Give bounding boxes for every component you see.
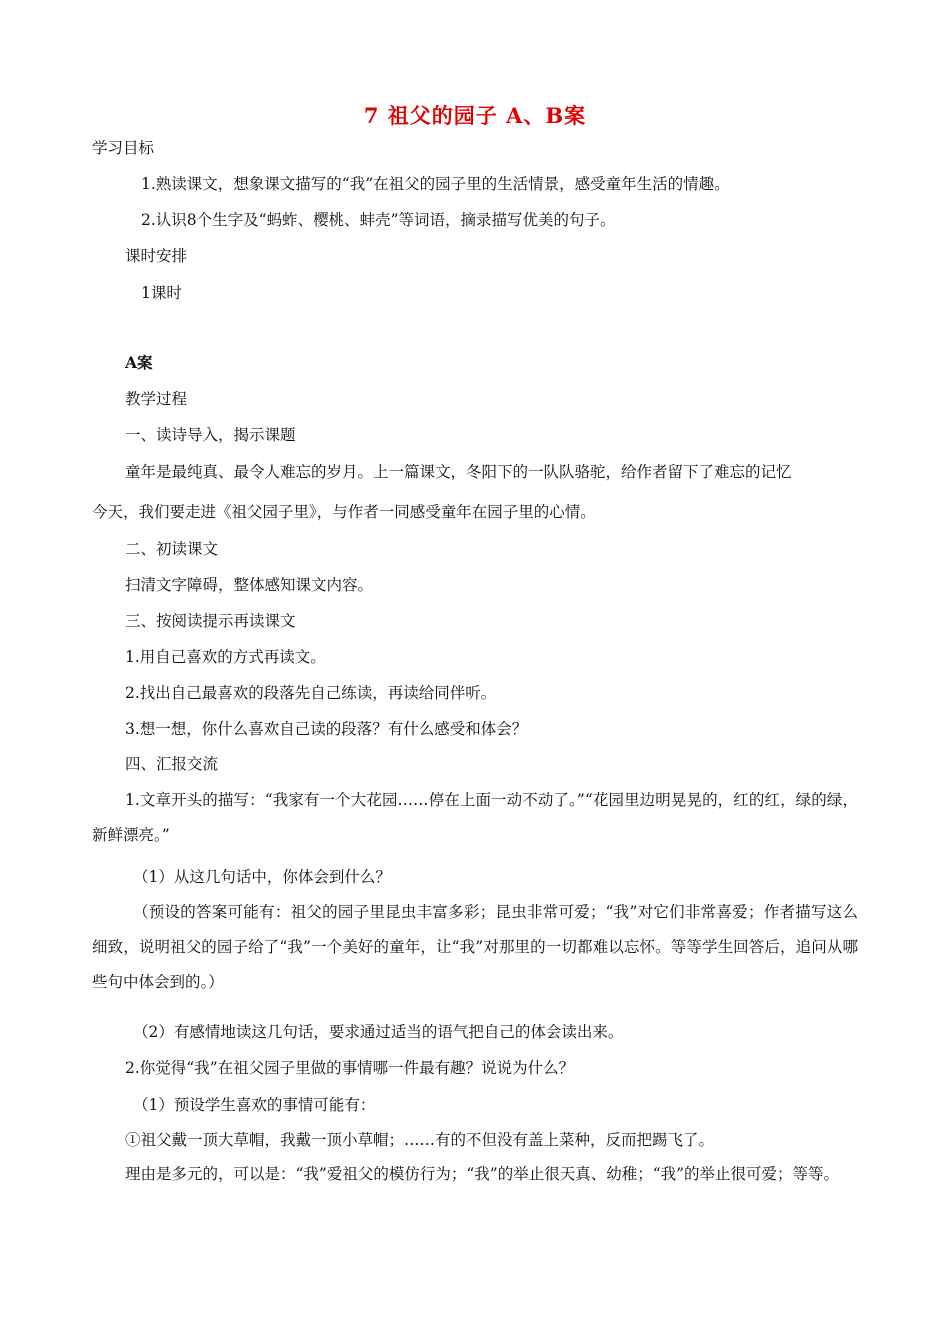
question-2-text: 2.你觉得“我”在祖父园子里做的事情哪一件最有趣？说说为什么？ (125, 1059, 575, 1077)
goal-item-1: 1.熟读课文，想象课文描写的“我”在祖父的园子里的生活情景，感受童年生活的情趣。 (141, 175, 730, 193)
step3-heading: 三、按阅读提示再读课文 (125, 612, 296, 630)
plan-a-heading: A案 (125, 353, 153, 372)
process-heading: 教学过程 (125, 390, 188, 408)
schedule-heading: 课时安排 (125, 247, 188, 265)
step3-item-3: 3.想一想，你什么喜欢自己读的段落？有什么感受和体会？ (125, 720, 528, 738)
question-1-text: 1.文章开头的描写：“我家有一个大花园……停在上面一动不动了。”“花园里边明晃晃的，红的红，绿的绿，新鲜漂亮。” (92, 791, 858, 844)
step1-text-line2: 今天，我们要走进《祖父园子里》，与作者一同感受童年在园子里的心情。 (92, 503, 596, 521)
schedule-value: 1课时 (141, 284, 182, 302)
step2-heading: 二、初读课文 (125, 540, 219, 558)
document-title: 7 祖父的园子 A、B案 (363, 103, 587, 128)
question-2-item-1: ①祖父戴一顶大草帽，我戴一顶小草帽；……有的不但没有盖上菜种，反而把踢飞了。 (125, 1131, 715, 1149)
step1-heading: 一、读诗导入，揭示课题 (125, 426, 296, 444)
question-1-sub-1: （1）从这几句话中，你体会到什么？ (133, 868, 391, 886)
goals-heading: 学习目标 (92, 139, 155, 157)
question-1-answer: （预设的答案可能有：祖父的园子里昆虫丰富多彩；昆虫非常可爱；“我”对它们非常喜爱；作者描写这么细致，说明祖父的园子给了“我”一个美好的童年，让“我”对那里的一切都难以忘怀。等等学生回答后，追问从哪些句中体会到的。） (92, 903, 858, 991)
step3-item-2: 2.找出自己最喜欢的段落先自己练读，再读给同伴听。 (125, 684, 497, 702)
question-2-reason: 理由是多元的，可以是：“我”爱祖父的模仿行为；“我”的举止很天真、幼稚；“我”的举止很可爱；等等。 (125, 1165, 840, 1183)
step2-text: 扫清文字障碍，整体感知课文内容。 (125, 576, 374, 594)
step3-item-1: 1.用自己喜欢的方式再读文。 (125, 648, 326, 666)
goal-item-2: 2.认识8个生字及“蚂蚱、樱桃、蚌壳”等词语，摘录描写优美的句子。 (141, 211, 616, 229)
question-2-sub-1: （1）预设学生喜欢的事情可能有： (133, 1096, 376, 1114)
question-1-sub-2: （2）有感情地读这几句话，要求通过适当的语气把自己的体会读出来。 (133, 1023, 624, 1041)
step1-text-line1: 童年是最纯真、最令人难忘的岁月。上一篇课文，冬阳下的一队队骆驼，给作者留下了难忘的记忆 (125, 463, 792, 481)
step4-heading: 四、汇报交流 (125, 755, 219, 773)
